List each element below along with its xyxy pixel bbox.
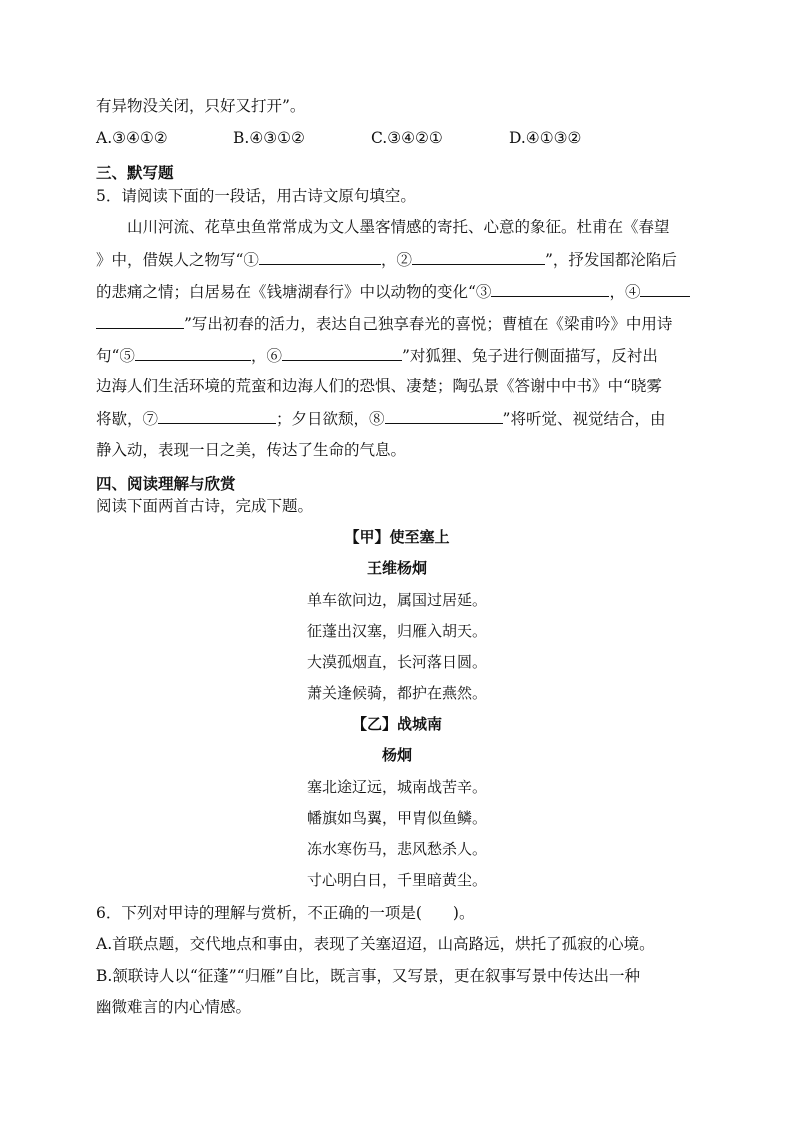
q5-line-8: 静入动，表现一日之美，传达了生命的气息。 bbox=[96, 441, 407, 459]
fill-blank-1[interactable] bbox=[259, 249, 381, 265]
fill-blank-8[interactable] bbox=[385, 408, 503, 424]
poem-line: 单车欲问边，属国过居延。 bbox=[306, 591, 487, 609]
q5-line-3 bbox=[96, 281, 690, 302]
q5-text: 》中，借娱人之物写“① bbox=[96, 251, 259, 269]
q5-stem: 5．请阅读下面的一段话，用古诗文原句填空。 bbox=[96, 187, 416, 205]
q5-text: ，④ bbox=[609, 283, 641, 301]
fill-blank-2[interactable] bbox=[412, 249, 545, 265]
fill-blank-7[interactable] bbox=[158, 408, 276, 424]
q5-text: ，② bbox=[380, 251, 412, 269]
q5-line-4 bbox=[96, 313, 672, 334]
q5-line-6: 边海人们生活环境的荒蛮和边海人们的恐惧、凄楚；陶弘景《答谢中中书》中“晓雾 bbox=[96, 377, 662, 395]
continued-option-text: 有异物没关闭，只好又打开”。 bbox=[96, 97, 306, 115]
poem-line: 征蓬出汉塞，归雁入胡天。 bbox=[306, 622, 487, 640]
q5-text: ，⑥ bbox=[250, 347, 282, 365]
option-c: C.③④②① bbox=[371, 129, 443, 147]
option-b: B.④③①② bbox=[233, 129, 305, 147]
option-a: A.③④①② bbox=[96, 129, 168, 147]
q5-text: ；夕日欲颓，⑧ bbox=[276, 410, 385, 428]
poem-line: 大漠孤烟直，长河落日圆。 bbox=[306, 653, 487, 671]
q5-line-5 bbox=[96, 345, 658, 366]
section-heading-3: 三、默写题 bbox=[96, 164, 174, 182]
q6-option-a: A.首联点题，交代地点和事由，表现了关塞迢迢，山高路远，烘托了孤寂的心境。 bbox=[96, 935, 655, 953]
fill-blank-4a[interactable] bbox=[640, 281, 690, 297]
fill-blank-4b[interactable] bbox=[96, 313, 184, 329]
poem-author: 杨炯 bbox=[381, 746, 412, 764]
poem-title: 【甲】使至塞上 bbox=[344, 528, 450, 546]
poem-title: 【乙】战城南 bbox=[351, 715, 442, 733]
poem-line: 寸心明白日，千里暗黄尘。 bbox=[306, 871, 487, 889]
q5-text: ”写出初春的活力，表达自己独享春光的喜悦；曹植在《梁甫吟》中用诗 bbox=[184, 315, 673, 333]
poem-line: 幡旗如鸟翼，甲胄似鱼鳞。 bbox=[306, 809, 487, 827]
reading-instruction: 阅读下面两首古诗，完成下题。 bbox=[96, 497, 314, 515]
section-heading-4: 四、阅读理解与欣赏 bbox=[96, 475, 236, 493]
fill-blank-5[interactable] bbox=[135, 345, 251, 361]
q5-line-7 bbox=[96, 408, 665, 429]
poem-line: 冻水寒伤马，悲风愁杀人。 bbox=[306, 840, 487, 858]
q5-line-1: 山川河流、花草虫鱼常常成为文人墨客情感的寄托、心意的象征。杜甫在《春望 bbox=[127, 218, 670, 236]
q5-text: ”对狐狸、兔子进行侧面描写，反衬出 bbox=[401, 347, 658, 365]
fill-blank-3[interactable] bbox=[491, 281, 609, 297]
option-d: D.④①③② bbox=[509, 129, 582, 147]
poem-line: 萧关逢候骑，都护在燕然。 bbox=[306, 684, 487, 702]
q5-text: 将歇，⑦ bbox=[96, 410, 159, 428]
fill-blank-6[interactable] bbox=[282, 345, 402, 361]
q5-text: 的悲痛之情；白居易在《钱塘湖春行》中以动物的变化“③ bbox=[96, 283, 492, 301]
poem-line: 塞北途辽远，城南战苦辛。 bbox=[306, 778, 487, 796]
q5-text: ”将听觉、视觉结合，由 bbox=[502, 410, 666, 428]
poem-author: 王维杨炯 bbox=[366, 559, 427, 577]
q5-text: ”，抒发国都沦陷后 bbox=[544, 251, 677, 269]
q5-text: 句“⑤ bbox=[96, 347, 135, 365]
q6-option-b: B.颔联诗人以“征蓬”“归雁”自比，既言事，又写景，更在叙事写景中传达出一种 bbox=[96, 967, 641, 985]
q6-option-b-cont: 幽微难言的内心情感。 bbox=[96, 998, 252, 1016]
q5-line-2 bbox=[96, 249, 677, 270]
q6-stem: 6．下列对甲诗的理解与赏析，不正确的一项是( )。 bbox=[96, 904, 475, 922]
